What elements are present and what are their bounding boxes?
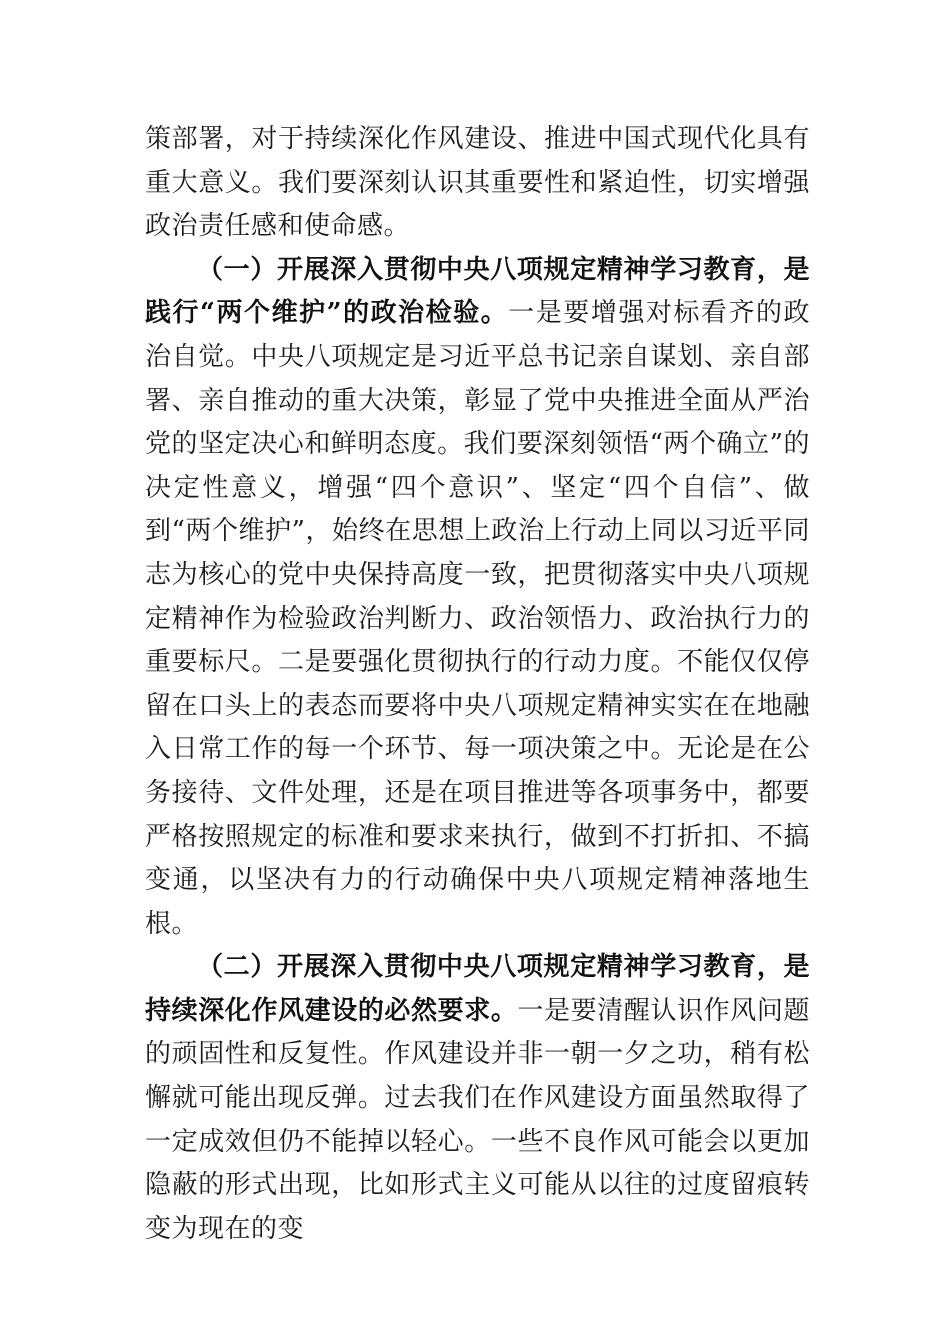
section-2-heading: （二）开展深入贯彻中央八项规定精神学习教育，是持续深化作风建设的必然要求。 xyxy=(145,952,810,1026)
paragraph-section-1 xyxy=(145,249,810,947)
paragraph-section-2 xyxy=(145,946,810,1251)
paragraph-text: 策部署，对于持续深化作风建设、推进中国式现代化具有重大意义。我们要深刻认识其重要性和紧迫性，切实增强政治责任感和使命感。 xyxy=(145,124,810,242)
section-1-heading: （一）开展深入贯彻中央八项规定精神学习教育，是践行“两个维护”的政治检验。 xyxy=(145,254,810,329)
document-body xyxy=(145,118,810,1251)
paragraph-continuation xyxy=(145,118,810,249)
section-1-text: 一是要增强对标看齐的政治自觉。中央八项规定是习近平总书记亲自谋划、亲自部署、亲自推动的重大决策，彰显了党中央推进全面从严治党的坚定决心和鲜明态度。我们要深刻领悟“两个确立”的决定性意义，增强“四个意识”、坚定“四个自信”、做到“两个维护”，始终在思想上政治上行动上同以习近平同志为核心的党中央保持高度一致，把贯彻落实中央八项规定精神作为检验政治判断力、政治领悟力、政治执行力的重要标尺。二是要强化贯彻执行的行动力度。不能仅仅停留在口头上的表态而要将中央八项规定精神实实在在地融入日常工作的每一个环节、每一项决策之中。无论是在公务接待、文件处理，还是在项目推进等各项事务中，都要严格按照规定的标准和要求来执行，做到不打折扣、不搞变通，以坚决有力的行动确保中央八项规定精神落地生根。 xyxy=(145,298,810,939)
section-2-text: 一是要清醒认识作风问题的顽固性和反复性。作风建设并非一朝一夕之功，稍有松懈就可能出现反弹。过去我们在作风建设方面虽然取得了一定成效但仍不能掉以轻心。一些不良作风可能会以更加隐蔽的形式出现，比如形式主义可能从以往的过度留痕转变为现在的变 xyxy=(145,995,810,1244)
